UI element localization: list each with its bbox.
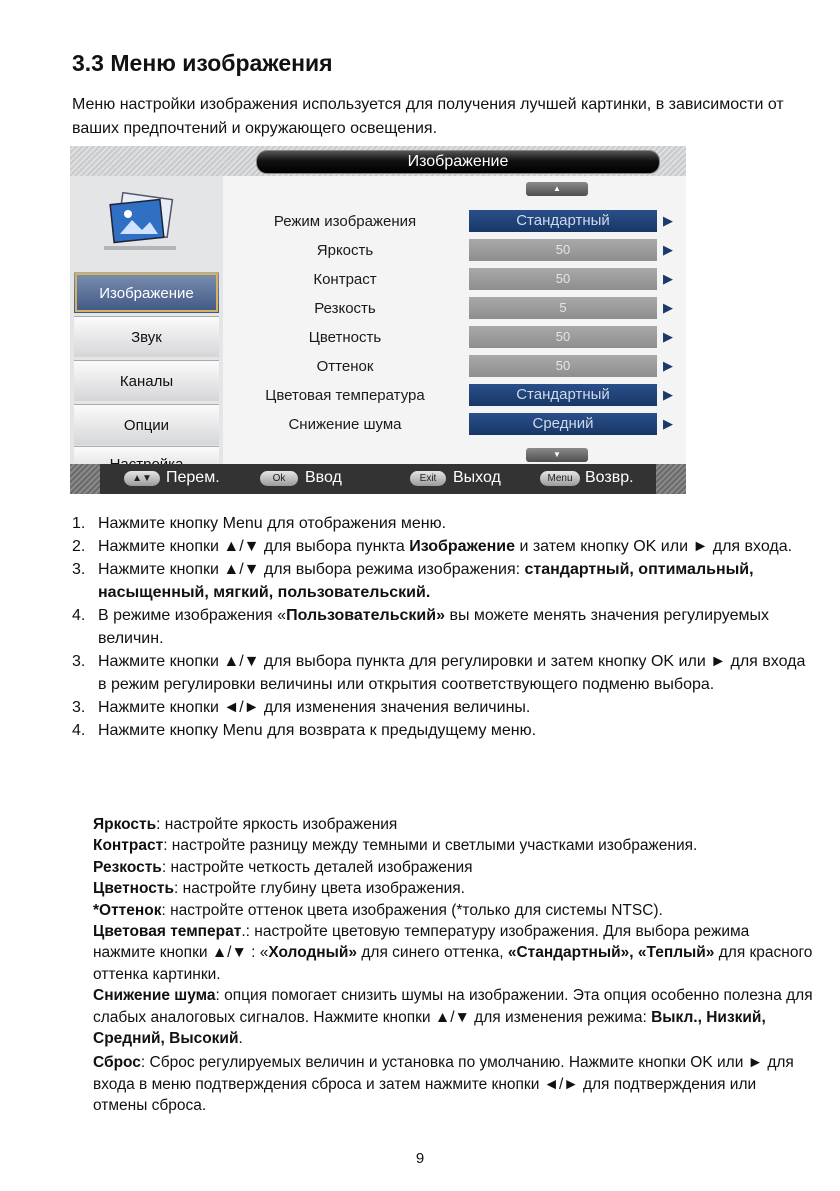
setting-row-sharpness[interactable] bbox=[223, 295, 686, 323]
setting-row-tint[interactable] bbox=[223, 353, 686, 381]
setting-definitions bbox=[93, 814, 813, 1117]
tv-category-panel bbox=[70, 176, 223, 464]
tv-top-bar bbox=[70, 146, 686, 176]
bold-text: стандартный, оптимальный, насыщенный, мягкий, пользовательский. bbox=[98, 561, 754, 601]
arrow-right-icon[interactable]: ▶ bbox=[663, 329, 673, 344]
bold-text: Холодный» bbox=[268, 944, 358, 962]
text-run: : опция помогает снизить шумы на изображении. Эта опция особенно полезна для слабых аналоговых сигналов. Нажмите кнопки ▲/▼ для изменения режима: bbox=[93, 987, 813, 1026]
setting-label: Цветность bbox=[308, 329, 382, 346]
scroll-down-icon[interactable]: ▼ bbox=[526, 448, 588, 462]
setting-row-brightness[interactable] bbox=[223, 237, 686, 265]
step-number: 3. bbox=[72, 653, 86, 670]
picture-icon bbox=[98, 190, 182, 254]
text-run: Нажмите кнопку Menu для отображения меню. bbox=[98, 515, 447, 532]
text-run: : настройте разницу между темными и светлыми участками изображения. bbox=[163, 837, 698, 855]
setting-row-noise-reduction[interactable] bbox=[223, 411, 686, 439]
bar-pattern-right bbox=[656, 464, 686, 494]
arrow-right-icon[interactable]: ▶ bbox=[663, 300, 673, 315]
definition-paragraph bbox=[93, 900, 813, 921]
setting-value: Средний bbox=[469, 413, 657, 435]
setting-label: Резкость bbox=[314, 300, 376, 317]
setting-value: 5 bbox=[469, 297, 657, 319]
setting-label: Оттенок bbox=[316, 358, 374, 375]
definition-paragraph bbox=[93, 878, 813, 899]
step-number: 4. bbox=[72, 607, 86, 624]
text-run: В режиме изображения « bbox=[98, 607, 287, 624]
definition-paragraph bbox=[93, 985, 813, 1049]
bold-text: Контраст bbox=[93, 837, 164, 855]
bar-pattern-left bbox=[70, 464, 100, 494]
help-back-label: Возвр. bbox=[585, 469, 634, 486]
setting-value: 50 bbox=[469, 268, 657, 290]
text-run: : Сброс регулируемых величин и установка по умолчанию. Нажмите кнопки OK или ► для входа в меню подтверждения сброса и затем нажмите кнопки ◄/► для подтверждения или отмены сброса. bbox=[93, 1054, 794, 1115]
instruction-step bbox=[72, 696, 812, 719]
setting-row-contrast[interactable] bbox=[223, 266, 686, 294]
step-number: 3. bbox=[72, 561, 86, 578]
help-move-label: Перем. bbox=[166, 469, 220, 486]
instruction-step bbox=[72, 512, 812, 535]
text-run: : настройте яркость изображения bbox=[156, 816, 398, 833]
tv-menu-item-options[interactable]: Опции bbox=[74, 404, 219, 445]
bold-text: Цветовая температ bbox=[93, 923, 242, 941]
arrow-right-icon[interactable]: ▶ bbox=[663, 416, 673, 431]
setting-value: Стандартный bbox=[469, 210, 657, 232]
setting-label: Снижение шума bbox=[288, 416, 402, 433]
exit-key-icon: Exit bbox=[410, 471, 446, 486]
menu-key-icon: Menu bbox=[540, 471, 580, 486]
help-exit-label: Выход bbox=[453, 469, 501, 486]
tv-settings-panel bbox=[223, 176, 686, 464]
setting-label: Контраст bbox=[313, 271, 377, 288]
text-run: Нажмите кнопки ▲/▼ для выбора пункта для регулировки и затем кнопку OK или ► для входа в режим регулировки величины или открытия соответствующего подменю выбора. bbox=[98, 653, 806, 693]
text-run: .: настройте цветовую температуру изображения. Для выбора режима нажмите кнопки ▲/▼ : « bbox=[93, 923, 750, 962]
bold-text: *Оттенок bbox=[93, 901, 162, 919]
bold-text: Сброс bbox=[93, 1054, 141, 1072]
tv-menu-item-sound[interactable]: Звук bbox=[74, 316, 219, 357]
text-run: . bbox=[238, 1030, 243, 1048]
setting-label: Яркость bbox=[316, 242, 374, 259]
text-run: Нажмите кнопку Menu для возврата к предыдущему меню. bbox=[98, 722, 537, 739]
bold-text: «Стандартный», «Теплый» bbox=[507, 944, 715, 962]
text-run: для красного оттенка картинки. bbox=[93, 944, 813, 983]
arrow-right-icon[interactable]: ▶ bbox=[663, 271, 673, 286]
arrow-right-icon[interactable]: ▶ bbox=[663, 213, 673, 228]
instruction-step bbox=[72, 535, 812, 558]
tv-menu-item-channels[interactable]: Каналы bbox=[74, 360, 219, 401]
instruction-step bbox=[72, 650, 812, 696]
definition-paragraph bbox=[93, 814, 813, 835]
intro-paragraph: Меню настройки изображения используется для получения лучшей картинки, в зависимости от ваших предпочтений и окружающего освещения. bbox=[72, 96, 784, 137]
definition-paragraph bbox=[93, 835, 813, 856]
text-run: и затем кнопку OK или ► для входа. bbox=[515, 538, 793, 555]
bold-text: Яркость bbox=[93, 816, 157, 833]
setting-value: 50 bbox=[469, 355, 657, 377]
instruction-steps bbox=[72, 512, 812, 742]
step-number: 4. bbox=[72, 722, 86, 739]
text-run: : настройте глубину цвета изображения. bbox=[174, 880, 465, 898]
text-run: : настройте четкость деталей изображения bbox=[161, 858, 473, 876]
bold-text: Резкость bbox=[93, 858, 162, 876]
updown-key-icon: ▲▼ bbox=[124, 471, 160, 486]
text-run: для синего оттенка, bbox=[357, 944, 508, 962]
arrow-right-icon[interactable]: ▶ bbox=[663, 358, 673, 373]
step-number: 2. bbox=[72, 538, 86, 555]
text-run: Нажмите кнопки ▲/▼ для выбора режима изображения: bbox=[98, 561, 525, 578]
scroll-up-icon[interactable]: ▲ bbox=[526, 182, 588, 196]
page-number: 9 bbox=[415, 1150, 425, 1167]
setting-value: 50 bbox=[469, 239, 657, 261]
step-number: 3. bbox=[72, 699, 86, 716]
definition-paragraph bbox=[93, 921, 813, 985]
definition-paragraph bbox=[93, 857, 813, 878]
bold-text: Цветность bbox=[93, 880, 175, 898]
bold-text: Выкл., Низкий, Средний, Высокий bbox=[93, 1008, 766, 1048]
tv-help-bar bbox=[70, 464, 686, 494]
tv-menu-title: Изображение bbox=[256, 150, 660, 174]
text-run: Нажмите кнопки ▲/▼ для выбора пункта bbox=[98, 538, 410, 555]
text-run: : настройте оттенок цвета изображения (*только для системы NTSC). bbox=[161, 901, 663, 919]
setting-label: Режим изображения bbox=[273, 213, 417, 230]
setting-row-color[interactable] bbox=[223, 324, 686, 352]
definition-paragraph bbox=[93, 1052, 813, 1116]
help-enter-label: Ввод bbox=[305, 469, 342, 486]
bold-text: Изображение bbox=[409, 538, 515, 555]
tv-menu-item-picture[interactable]: Изображение bbox=[74, 272, 219, 313]
instruction-step bbox=[72, 558, 812, 604]
setting-value: 50 bbox=[469, 326, 657, 348]
step-number: 1. bbox=[72, 515, 86, 532]
setting-value: Стандартный bbox=[469, 384, 657, 406]
ok-key-icon: Ok bbox=[260, 471, 298, 486]
arrow-right-icon[interactable]: ▶ bbox=[663, 242, 673, 257]
setting-label: Цветовая температура bbox=[265, 387, 425, 404]
text-run: вы можете менять значения регулируемых величин. bbox=[98, 607, 770, 647]
arrow-right-icon[interactable]: ▶ bbox=[663, 387, 673, 402]
bold-text: Снижение шума bbox=[93, 987, 216, 1005]
bold-text: Пользовательский» bbox=[286, 607, 445, 624]
setting-row-color-temperature[interactable] bbox=[223, 382, 686, 410]
instruction-step bbox=[72, 604, 812, 650]
page-heading: 3.3 Меню изображения bbox=[72, 50, 333, 76]
text-run: Нажмите кнопки ◄/► для изменения значения величины. bbox=[98, 699, 531, 716]
setting-row-picture-mode[interactable] bbox=[223, 208, 686, 236]
tv-menu-screenshot bbox=[70, 146, 686, 494]
instruction-step bbox=[72, 719, 812, 742]
